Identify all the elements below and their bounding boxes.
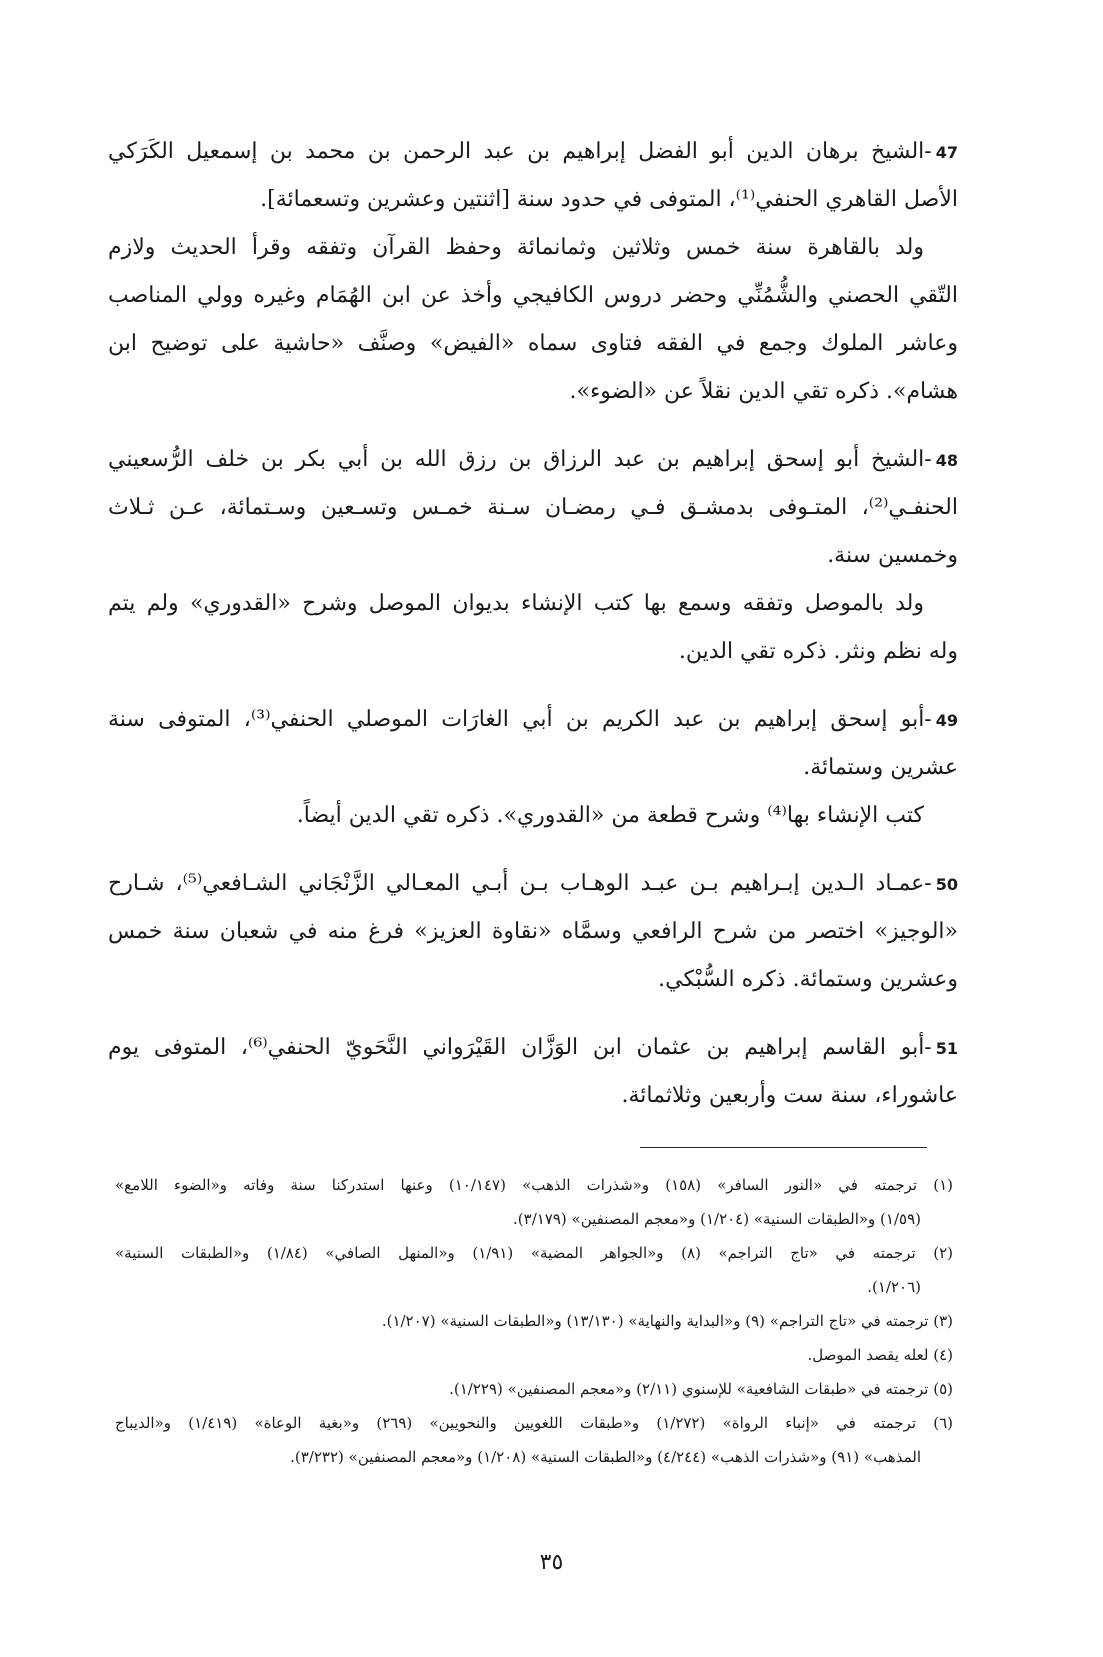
entry-text: -عمـاد الـدين إبـراهيم بـن عبـد الوهـاب بـن أبـي المعـالي الزَّنْجَاني الشـافعي⁽⁵⁾، شـارح bbox=[108, 871, 932, 896]
entry-text: -أبو القاسم إبراهيم بن عثمان ابن الوَزَّان القَيْرَواني النَّحَويّ الحنفي⁽⁶⁾، المتوفى يوم bbox=[108, 1035, 932, 1060]
entry-line bbox=[108, 1072, 958, 1120]
entry-line bbox=[108, 176, 958, 224]
entry-line bbox=[108, 744, 958, 792]
footnote-line: (٤) لعله يقصد الموصل. bbox=[807, 1346, 953, 1364]
entry-text: الحنفـي⁽²⁾، المتـوفى بدمشـق فـي رمضـان سـنة خمـس وتسـعين وسـتمائة، عـن ثـلاث bbox=[108, 495, 958, 520]
biography-entry bbox=[108, 696, 958, 840]
paragraph-line: ولد بالقاهرة سنة خمس وثلاثين وثمانمائة وحفظ القرآن وتفقه وقرأ الحديث ولازم bbox=[108, 235, 924, 260]
entry-text: «الوجيز» اختصر من شرح الرافعي وسمَّاه «نقاوة العزيز» فرغ منه في شعبان سنة خمس bbox=[108, 919, 958, 944]
entry-text: -الشيخ أبو إسحق إبراهيم بن عبد الرزاق بن رزق الله بن أبي بكر بن خلف الرُّسعيني bbox=[108, 447, 932, 472]
footnote-separator bbox=[640, 1147, 927, 1148]
entry-heading-line bbox=[108, 128, 958, 176]
entry-text: عشرين وستمائة. bbox=[803, 755, 958, 780]
entry-number: 51 bbox=[935, 1039, 958, 1058]
entry-line bbox=[108, 956, 958, 1004]
entry-text: -أبو إسحق إبراهيم بن عبد الكريم بن أبي الغارَات الموصلي الحنفي⁽³⁾، المتوفى سنة bbox=[108, 707, 932, 732]
entry-number: 48 bbox=[935, 451, 958, 470]
paragraph-line: وعاشر الملوك وجمع في الفقه فتاوى سماه «الفيض» وصنَّف «حاشية على توضيح ابن bbox=[108, 331, 958, 356]
entry-line bbox=[108, 532, 958, 580]
entry-line bbox=[108, 484, 958, 532]
biography-entry bbox=[108, 1024, 958, 1120]
footnote-line: (٥) ترجمته في «طبقات الشافعية» للإسنوي (٢/١١) و«معجم المصنفين» (١/٢٢٩). bbox=[449, 1380, 953, 1398]
entry-paragraph bbox=[108, 224, 958, 416]
footnote-line: (١/٢٠٦). bbox=[867, 1278, 921, 1296]
page-number: ٣٥ bbox=[539, 1550, 564, 1575]
entry-number: 50 bbox=[935, 875, 958, 894]
entry-text: -الشيخ برهان الدين أبو الفضل إبراهيم بن عبد الرحمن بن محمد بن إسمعيل الكَرَكي bbox=[108, 139, 932, 164]
entry-text: وعشرين وستمائة. ذكره السُّبْكي. bbox=[658, 967, 958, 992]
entry-line bbox=[108, 908, 958, 956]
paragraph-line: التّقي الحصني والشُّمُنِّي وحضر دروس الكافيجي وأخذ عن ابن الهُمَام وغيره وولي المناصب bbox=[108, 283, 958, 308]
entry-paragraph bbox=[108, 792, 958, 840]
paragraph-line: ولد بالموصل وتفقه وسمع بها كتب الإنشاء بديوان الموصل وشرح «القدوري» ولم يتم bbox=[108, 591, 924, 616]
paragraph-line: هشام». ذكره تقي الدين نقلاً عن «الضوء». bbox=[569, 379, 958, 404]
footnote-line: المذهب» (٩١) و«شذرات الذهب» (٤/٢٤٤) و«الطبقات السنية» (١/٢٠٨) و«معجم المصنفين» (٣/٢٣٢). bbox=[290, 1448, 921, 1466]
entry-number: 47 bbox=[935, 143, 958, 162]
entry-number: 49 bbox=[935, 711, 958, 730]
paragraph-line: كتب الإنشاء بها⁽⁴⁾ وشرح قطعة من «القدوري». ذكره تقي الدين أيضاً. bbox=[296, 803, 924, 828]
paragraph-line: وله نظم ونثر. ذكره تقي الدين. bbox=[678, 639, 958, 664]
footnote-line: (١/٥٩) و«الطبقات السنية» (١/٢٠٤) و«معجم المصنفين» (٣/١٧٩). bbox=[513, 1210, 921, 1228]
biography-entry bbox=[108, 860, 958, 1004]
main-text bbox=[108, 128, 958, 1140]
footnote-line: (٦) ترجمته في «إنباء الرواة» (١/٢٧٢) و«طبقات اللغويين والنحويين» (٢٦٩) و«بغية الوعاة» (١/٤١٩) و«الديباج bbox=[115, 1414, 953, 1432]
entry-heading-line bbox=[108, 1024, 958, 1072]
footnote-line: (١) ترجمته في «النور السافر» (١٥٨) و«شذرات الذهب» (١٠/١٤٧) وعنها استدركنا سنة وفاته و«الضوء اللامع» bbox=[115, 1176, 953, 1194]
footnote-line: (٢) ترجمته في «تاج التراجم» (٨) و«الجواهر المضية» (١/٩١) و«المنهل الصافي» (١/٨٤) و«الطبقات السنية» bbox=[115, 1244, 953, 1262]
entry-heading-line bbox=[108, 436, 958, 484]
entry-text: الأصل القاهري الحنفي⁽¹⁾، المتوفى في حدود سنة [اثنتين وعشرين وتسعمائة]. bbox=[260, 187, 958, 212]
footnote-line: (٣) ترجمته في «تاج التراجم» (٩) و«البداية والنهاية» (١٣/١٣٠) و«الطبقات السنية» (١/٢٠٧). bbox=[381, 1312, 953, 1330]
entry-paragraph bbox=[108, 580, 958, 676]
entry-heading-line bbox=[108, 860, 958, 908]
footnotes bbox=[115, 1168, 953, 1474]
biography-entry bbox=[108, 128, 958, 416]
entry-text: وخمسين سنة. bbox=[827, 543, 958, 568]
biography-entry bbox=[108, 436, 958, 676]
entry-heading-line bbox=[108, 696, 958, 744]
entry-text: عاشوراء، سنة ست وأربعين وثلاثمائة. bbox=[621, 1083, 958, 1108]
